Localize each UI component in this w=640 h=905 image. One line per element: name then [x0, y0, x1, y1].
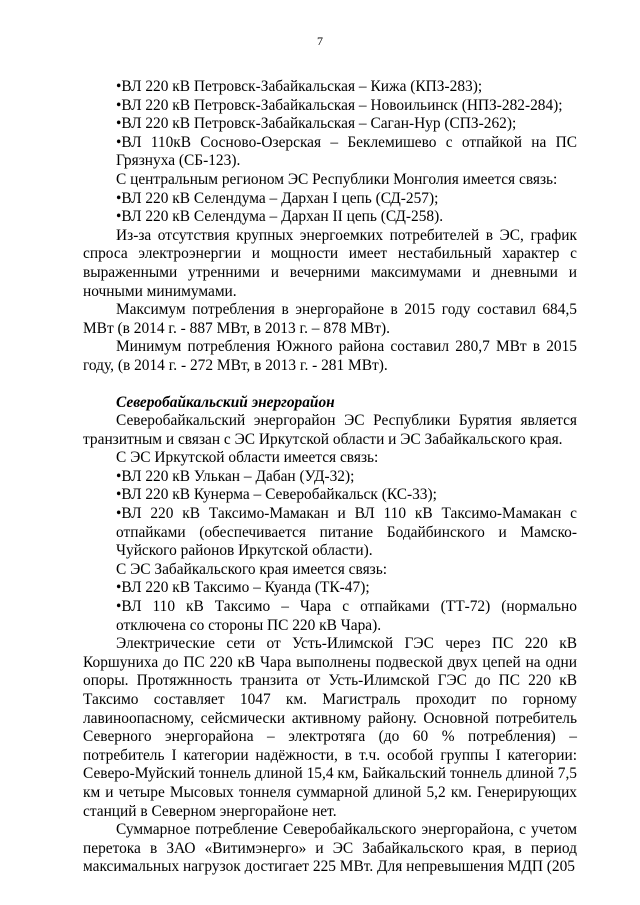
bullet-item: •ВЛ 220 кВ Селендума – Дархан I цепь (СД-257);	[116, 189, 439, 207]
bullet-item: •ВЛ 220 кВ Петровск-Забайкальская – Саган-Нур (СПЗ-262);	[116, 115, 517, 133]
bullet-item: •ВЛ 110кВ Сосново-Озерская – Беклемишево с отпайкой на ПС Грязнуха (СБ-123).	[116, 133, 577, 170]
bullet-item: •ВЛ 220 кВ Селендума – Дархан II цепь (СД-258).	[116, 208, 444, 226]
paragraph: Из-за отсутствия крупных энергоемких потребителей в ЭС, график спроса электроэнергии и мощности имеет нестабильный характер с выраженными утренними и вечерними максимумами и дневными и ночными минимумами.	[83, 226, 577, 300]
paragraph: Суммарное потребление Северобайкальского энергорайона, с учетом перетока в ЗАО «Витимэнерго» и ЭС Забайкальского края, в период максимальных нагрузок достигает 225 МВт. Для непревышения МДП (205	[83, 821, 577, 876]
paragraph: С центральным регионом ЭС Республики Монголия имеется связь:	[116, 170, 558, 188]
paragraph: Максимум потребления в энергорайоне в 2015 году составил 684,5 МВт (в 2014 г. - 887 МВт, в 2013 г. – 878 МВт).	[83, 301, 577, 337]
document-body	[83, 78, 577, 877]
bullet-item: •ВЛ 220 кВ Петровск-Забайкальская – Кижа (КПЗ-283);	[116, 78, 483, 95]
bullet-item: •ВЛ 110 кВ Таксимо – Чара с отпайками (ТТ-72) (нормально отключена со стороны ПС 220 кВ Чара).	[116, 598, 577, 634]
section-heading: Северобайкальский энергорайон	[116, 393, 335, 411]
bullet-item: •ВЛ 220 кВ Улькан – Дабан (УД-32);	[116, 467, 355, 485]
bullet-item: •ВЛ 220 кВ Кунерма – Северобайкальск (КС-33);	[116, 486, 437, 504]
blank-line	[83, 376, 577, 394]
bullet-item: •ВЛ 220 кВ Таксимо-Мамакан и ВЛ 110 кВ Таксимо-Мамакан с отпайками (обеспечивается питание Бодайбинского и Мамско-Чуйского районов Иркутской области).	[116, 505, 577, 560]
paragraph: С ЭС Иркутской области имеется связь:	[116, 449, 379, 467]
paragraph: Северобайкальский энергорайон ЭС Республики Бурятия является транзитным и связан с ЭС Иркутской области и ЭС Забайкальского края.	[83, 412, 577, 448]
paragraph: Минимум потребления Южного района составил 280,7 МВт в 2015 году, (в 2014 г. - 272 МВт, в 2013 г. - 281 МВт).	[83, 338, 577, 374]
bullet-item: •ВЛ 220 кВ Петровск-Забайкальская – Новоильинск (НПЗ-282-284);	[116, 96, 563, 114]
paragraph: Электрические сети от Усть-Илимской ГЭС через ПС 220 кВ Коршуниха до ПС 220 кВ Чара выполнены подвеской двух цепей на одни опоры. Протяжнность транзита от Усть-Илимской ГЭС до ПС 220 кВ Таксимо составляет 1047 км. Магистраль проходит по горному лавиноопасному, сейсмически активному району. Основной потребитель Северного энергорайона – электротяга (до 60 % потребления) – потребитель I категории надёжности, в т.ч. особой группы I категории: Северо-Муйский тоннель длиной 15,4 км, Байкальский тоннель длиной 7,5 км и четыре Мысовых тоннеля суммарной длиной 5,2 км. Генерирующих станций в Северном энергорайоне нет.	[83, 635, 577, 820]
bullet-item: •ВЛ 220 кВ Таксимо – Куанда (ТК-47);	[116, 579, 370, 597]
page-number: 7	[317, 34, 323, 48]
paragraph: С ЭС Забайкальского края имеется связь:	[116, 560, 388, 578]
